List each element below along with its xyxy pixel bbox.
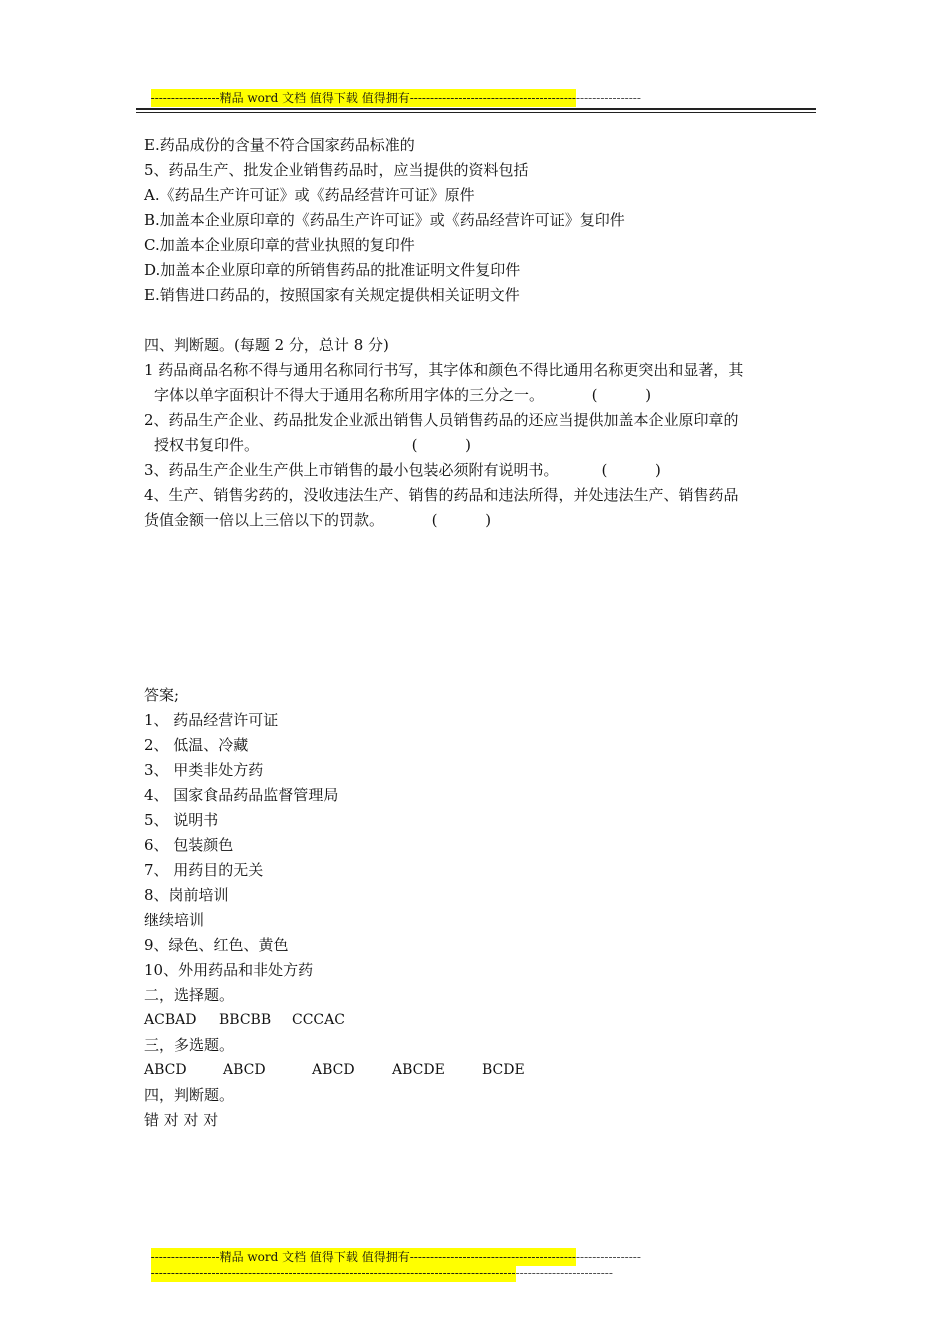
tf-question-1: 1 药品商品名称不得与通用名称同行书写，其字体和颜色不得比通用名称更突出和显著，其 [144,361,744,379]
answer-group: CCCAC [292,1012,345,1028]
answer-item: 继续培训 [144,911,205,929]
answer-group: ABCD [312,1062,355,1078]
tf-question-1-cont: 字体以单字面积计不得大于通用名称所用字体的三分之一。 ( ) [154,386,652,404]
answer-group: BBCBB [219,1012,272,1028]
answer-item: 7、 用药目的无关 [144,861,264,879]
answer-item: 1、 药品经营许可证 [144,711,279,729]
document-body [144,133,814,1133]
section-2-answers-title: 二，选择题。 [144,986,235,1004]
tf-question-4: 4、生产、销售劣药的，没收违法生产、销售的药品和违法所得，并处违法生产、销售药品 [144,486,739,504]
section-4-answers: 错 对 对 对 [144,1111,219,1129]
answer-group: ABCD [223,1062,266,1078]
answer-item: 4、 国家食品药品监督管理局 [144,786,339,804]
header-rule-thin [136,112,816,113]
section-2-answers [144,1008,814,1033]
footer-banner-2 [143,1246,613,1280]
answer-item: 3、 甲类非处方药 [144,761,264,779]
footer-banner-highlight: -----------------精品 word 文档 值得下载 值得拥有----------------------------------------- [150,1250,576,1264]
tf-question-4-cont: 货值金额一倍以上三倍以下的罚款。 ( ) [144,511,492,529]
answer-item: 9、绿色、红色、黄色 [144,936,289,954]
option-c: C.加盖本企业原印章的营业执照的复印件 [144,236,415,254]
section-4-title: 四、判断题。(每题 2 分，总计 8 分) [144,336,389,354]
tf-question-2: 2、药品生产企业、药品批发企业派出销售人员销售药品的还应当提供加盖本企业原印章的 [144,411,739,429]
answer-item: 6、 包装颜色 [144,836,234,854]
answer-item: 8、岗前培训 [144,886,229,904]
section-3-answers-title: 三，多选题。 [144,1036,235,1054]
option-b: B.加盖本企业原印章的《药品生产许可证》或《药品经营许可证》复印件 [144,211,625,229]
option-e-2: E.销售进口药品的，按照国家有关规定提供相关证明文件 [144,286,520,304]
tf-question-3: 3、药品生产企业生产供上市销售的最小包装必须附有说明书。 ( ) [144,461,661,479]
header-banner-highlight: -----------------精品 word 文档 值得下载 值得拥有----------------------------------------- [150,91,576,105]
option-a: A.《药品生产许可证》或《药品经营许可证》原件 [144,186,475,204]
header-banner [143,71,641,105]
answer-item: 2、 低温、冷藏 [144,736,249,754]
option-e: E.药品成份的含量不符合国家药品标准的 [144,136,415,154]
answer-group: ABCDE [392,1062,445,1078]
section-4-answers-title: 四，判断题。 [144,1086,235,1104]
header-rule [136,108,816,110]
option-d: D.加盖本企业原印章的所销售药品的批准证明文件复印件 [144,261,521,279]
header-banner-tail: ---------------- [576,91,641,105]
answers-title: 答案; [144,686,180,704]
answer-item: 5、 说明书 [144,811,219,829]
answer-group: ACBAD [144,1012,197,1028]
question-5: 5、药品生产、批发企业销售药品时，应当提供的资料包括 [144,161,529,179]
section-3-answers [144,1058,814,1083]
footer-banner-2-highlight: ------------------------------------------------------------------------------------------ [150,1266,516,1280]
footer-banner-tail: ---------------- [576,1250,641,1264]
answer-group: ABCD [144,1062,187,1078]
tf-question-2-cont: 授权书复印件。 ( ) [154,436,471,454]
answer-item: 10、外用药品和非处方药 [144,961,314,979]
footer-banner-2-tail: ------------------------ [515,1266,613,1280]
answer-group: BCDE [482,1062,525,1078]
